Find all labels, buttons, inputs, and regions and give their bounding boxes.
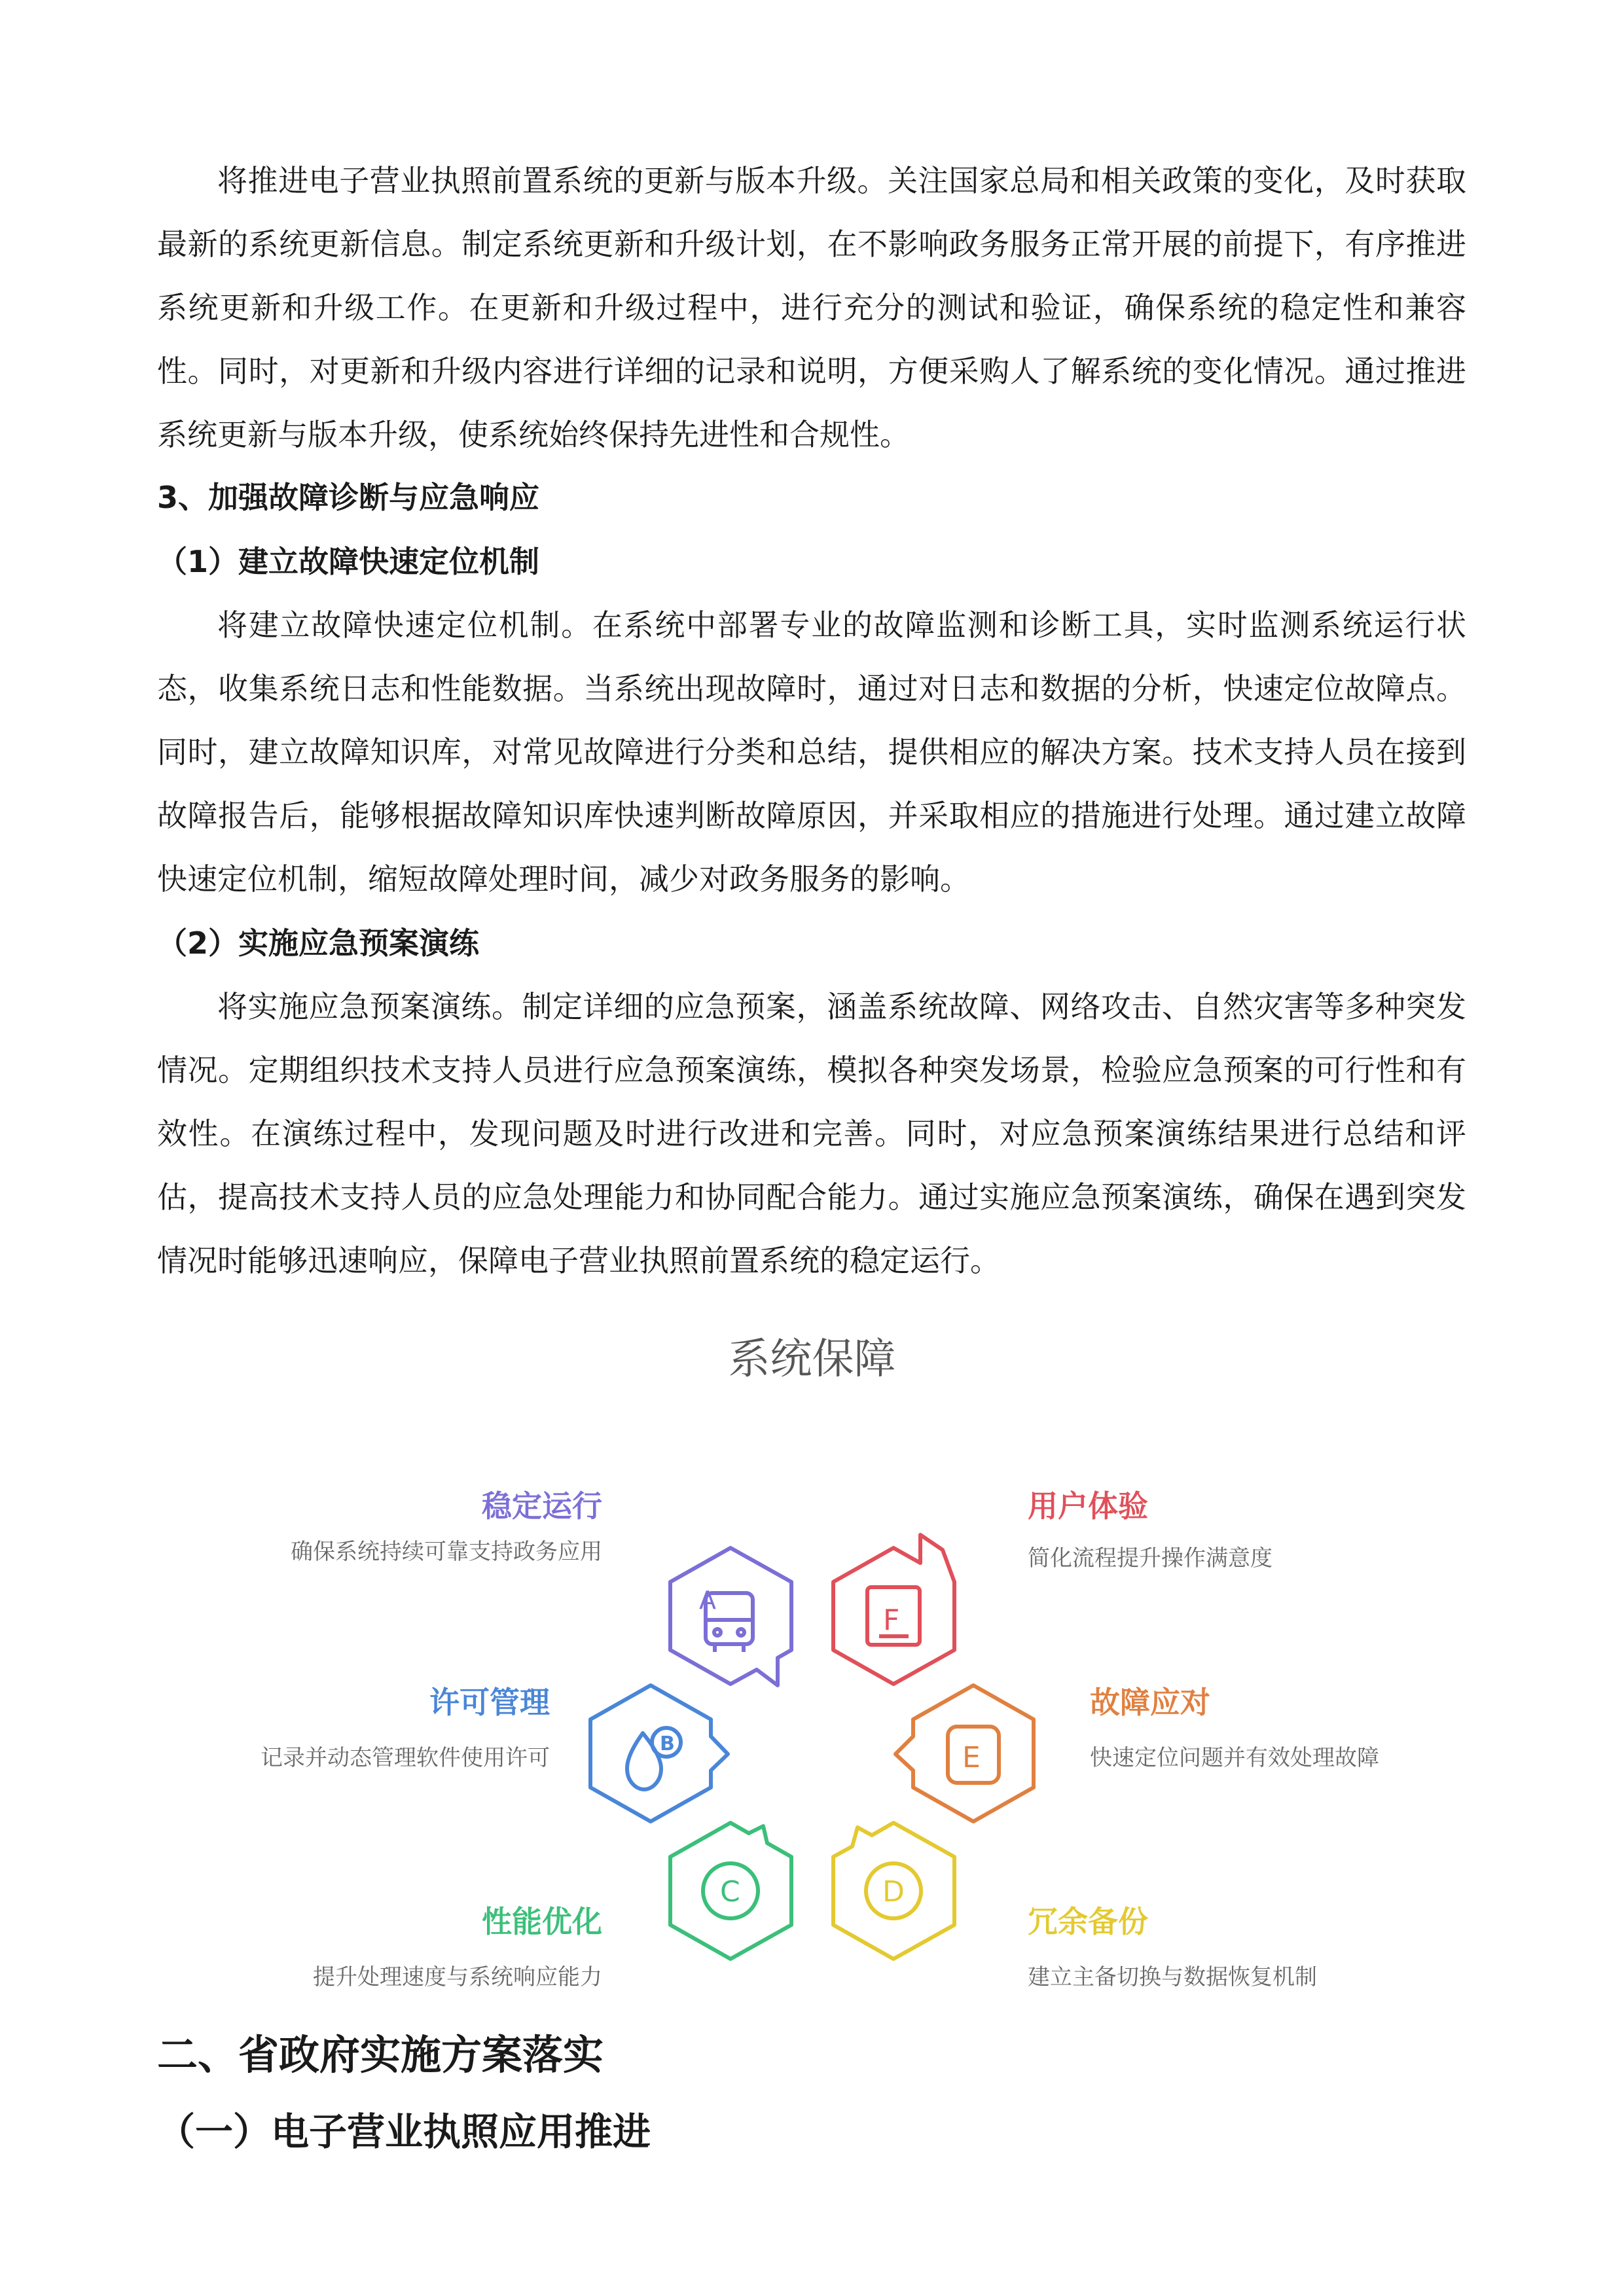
svg-text:F: F bbox=[883, 1604, 900, 1637]
drop-b-icon bbox=[627, 1728, 681, 1789]
diagram-title: 系统保障 bbox=[728, 1335, 896, 1384]
desc-redundant-backup: 建立主备切换与数据恢复机制 bbox=[1028, 1964, 1317, 1990]
svg-text:B: B bbox=[660, 1732, 675, 1755]
svg-text:D: D bbox=[882, 1875, 905, 1909]
paragraph-fault-location: 将建立故障快速定位机制。在系统中部署专业的故障监测和诊断工具，实时监测系统运行状态，收集系统日志和性能数据。当系统出现故障时，通过对日志和数据的分析，快速定位故障点。同时，建立故障知识库，对常见故障进行分类和总结，提供相应的解决方案。技术支持人员在接到故障报告后，能够根据故障知识库快速判断故障原因，并采取相应的措施进行处理。通过建立故障快速定位机制，缩短故障处理时间，减少对政务服务的影响。 bbox=[157, 607, 1466, 897]
label-fault-response: 故障应对 bbox=[1090, 1685, 1210, 1720]
heading-chapter-2: 二、省政府实施方案落实 bbox=[157, 2031, 604, 2079]
label-redundant-backup: 冗余备份 bbox=[1028, 1904, 1148, 1939]
letter-f-icon bbox=[867, 1587, 920, 1645]
paragraph-emergency-drill: 将实施应急预案演练。制定详细的应急预案，涵盖系统故障、网络攻击、自然灾害等多种突发情况。定期组织技术支持人员进行应急预案演练，模拟各种突发场景，检验应急预案的可行性和有效性。在演练过程中，发现问题及时进行改进和完善。同时，对应急预案演练结果进行总结和评估，提高技术支持人员的应急处理能力和协同配合能力。通过实施应急预案演练，确保在遇到突发情况时能够迅速响应，保障电子营业执照前置系统的稳定运行。 bbox=[157, 989, 1466, 1278]
desc-license-management: 记录并动态管理软件使用许可 bbox=[261, 1745, 550, 1771]
label-stable-operation: 稳定运行 bbox=[482, 1488, 602, 1524]
hex-stable-operation bbox=[670, 1548, 791, 1685]
hex-redundant-backup bbox=[833, 1823, 954, 1959]
letter-d-icon bbox=[866, 1863, 921, 1918]
hex-license-management bbox=[590, 1685, 728, 1821]
svg-text:E: E bbox=[962, 1741, 981, 1774]
svg-text:C: C bbox=[720, 1875, 740, 1909]
heading-section-3: 3、加强故障诊断与应急响应 bbox=[157, 480, 540, 515]
letter-c-icon bbox=[703, 1863, 758, 1918]
letter-e-icon bbox=[948, 1727, 999, 1783]
label-user-experience: 用户体验 bbox=[1028, 1488, 1148, 1524]
heading-chapter-2-1: （一）电子营业执照应用推进 bbox=[157, 2109, 651, 2154]
hex-user-experience bbox=[833, 1535, 954, 1684]
svg-text:A: A bbox=[699, 1586, 716, 1615]
label-license-management: 许可管理 bbox=[429, 1685, 550, 1720]
desc-performance-optimization: 提升处理速度与系统响应能力 bbox=[313, 1964, 602, 1990]
bus-icon bbox=[699, 1586, 753, 1652]
desc-stable-operation: 确保系统持续可靠支持政务应用 bbox=[291, 1539, 602, 1565]
hex-performance-optimization bbox=[670, 1823, 791, 1959]
desc-fault-response: 快速定位问题并有效处理故障 bbox=[1090, 1745, 1379, 1771]
heading-sub-2: （2）实施应急预案演练 bbox=[157, 925, 480, 961]
paragraph-system-upgrade: 将推进电子营业执照前置系统的更新与版本升级。关注国家总局和相关政策的变化，及时获取最新的系统更新信息。制定系统更新和升级计划，在不影响政务服务正常开展的前提下，有序推进系统更新和升级工作。在更新和升级过程中，进行充分的测试和验证，确保系统的稳定性和兼容性。同时，对更新和升级内容进行详细的记录和说明，方便采购人了解系统的变化情况。通过推进系统更新与版本升级，使系统始终保持先进性和合规性。 bbox=[157, 163, 1466, 452]
label-performance-optimization: 性能优化 bbox=[482, 1904, 602, 1939]
heading-sub-1: （1）建立故障快速定位机制 bbox=[157, 544, 540, 579]
hex-fault-response bbox=[895, 1685, 1034, 1821]
desc-user-experience: 简化流程提升操作满意度 bbox=[1028, 1545, 1272, 1571]
